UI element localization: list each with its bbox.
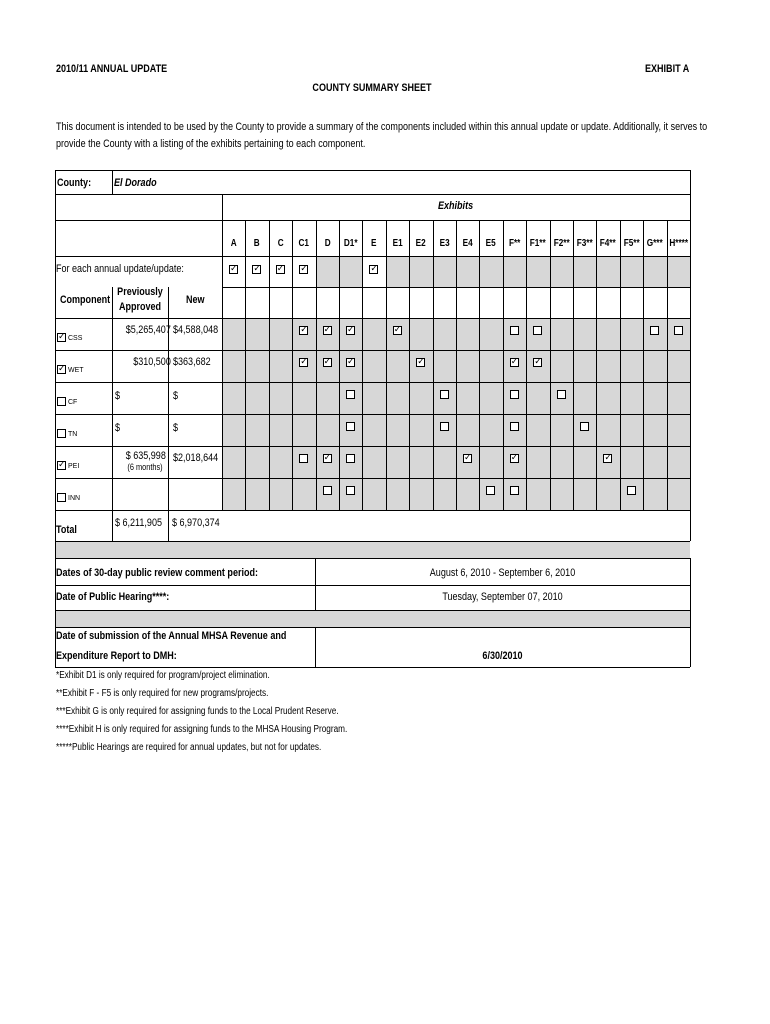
exhibits-heading: Exhibits bbox=[438, 200, 474, 212]
exhibit-column-rule bbox=[643, 220, 644, 510]
exhibit-column-rule bbox=[386, 220, 387, 510]
table-rule bbox=[222, 256, 223, 510]
exhibit-column-header: C bbox=[277, 238, 284, 249]
exhibit-checkbox[interactable] bbox=[323, 486, 332, 495]
component-name: PEI bbox=[68, 463, 80, 470]
exhibit-column-header: F** bbox=[508, 238, 521, 249]
exhibit-column-rule bbox=[667, 220, 668, 510]
exhibit-checkbox[interactable] bbox=[510, 358, 519, 367]
exhibit-column-header: D bbox=[324, 238, 331, 249]
exhibit-column-rule bbox=[596, 220, 597, 510]
annual-row-fill bbox=[386, 257, 690, 287]
intro-line-2: provide the County with a listing of the exhibits pertaining to each component. bbox=[56, 138, 366, 150]
exhibit-column-header: E1 bbox=[392, 238, 403, 249]
table-rule bbox=[112, 287, 113, 541]
footnote-line: *****Public Hearings are required for annual updates, but not for updates. bbox=[56, 742, 322, 753]
component-name: CF bbox=[68, 399, 78, 406]
separator-band bbox=[55, 541, 690, 558]
new-amount: $2,018,644 bbox=[173, 452, 219, 464]
component-checkbox[interactable] bbox=[57, 365, 66, 374]
total-new: $ 6,970,374 bbox=[172, 517, 220, 529]
exhibit-column-header: E3 bbox=[439, 238, 450, 249]
exhibit-checkbox[interactable] bbox=[510, 390, 519, 399]
table-rule bbox=[112, 170, 113, 194]
exhibit-column-rule bbox=[269, 220, 270, 510]
annual-row-label: For each annual update/update: bbox=[56, 263, 184, 275]
previously-approved-amount: $310,500 bbox=[133, 356, 171, 368]
exhibit-checkbox[interactable] bbox=[323, 326, 332, 335]
annual-exhibit-checkbox[interactable] bbox=[229, 265, 238, 274]
previously-approved-amount: $ bbox=[115, 422, 121, 434]
exhibit-column-header: H**** bbox=[668, 238, 688, 249]
table-rule bbox=[55, 318, 690, 319]
exhibit-column-header: F3** bbox=[576, 238, 593, 249]
previously-approved-amount: $ 635,998 bbox=[125, 450, 166, 462]
table-rule bbox=[55, 510, 690, 511]
exhibit-column-rule bbox=[316, 220, 317, 510]
table-rule bbox=[315, 558, 316, 610]
separator-band bbox=[55, 610, 690, 627]
exhibit-column-header: E2 bbox=[415, 238, 426, 249]
exhibit-column-header: F1** bbox=[529, 238, 546, 249]
table-rule bbox=[55, 478, 690, 479]
previously-approved-note: (6 months) bbox=[127, 462, 163, 472]
exhibit-checkbox[interactable] bbox=[510, 486, 519, 495]
component-name: WET bbox=[68, 367, 84, 374]
exhibit-column-rule bbox=[503, 220, 504, 510]
exhibit-checkbox[interactable] bbox=[299, 358, 308, 367]
footnote-line: ***Exhibit G is only required for assigning funds to the Local Prudent Reserve. bbox=[56, 706, 339, 717]
county-label: County: bbox=[57, 177, 92, 189]
total-previously-approved: $ 6,211,905 bbox=[115, 517, 162, 529]
exhibit-checkbox[interactable] bbox=[299, 454, 308, 463]
exhibit-checkbox[interactable] bbox=[346, 358, 355, 367]
new-amount: $363,682 bbox=[173, 356, 211, 368]
table-rule bbox=[55, 220, 690, 221]
table-rule bbox=[55, 446, 690, 447]
exhibit-column-header: G*** bbox=[646, 238, 663, 249]
exhibit-checkbox[interactable] bbox=[323, 454, 332, 463]
exhibit-column-header: E4 bbox=[462, 238, 473, 249]
component-checkbox[interactable] bbox=[57, 333, 66, 342]
exhibit-column-rule bbox=[245, 220, 246, 510]
public-hearing-value: Tuesday, September 07, 2010 bbox=[442, 591, 563, 603]
update-title: 2010/11 ANNUAL UPDATE bbox=[56, 63, 168, 75]
exhibit-checkbox[interactable] bbox=[580, 422, 589, 431]
exhibit-checkbox[interactable] bbox=[603, 454, 612, 463]
annual-exhibit-checkbox[interactable] bbox=[369, 265, 378, 274]
exhibit-checkbox[interactable] bbox=[650, 326, 659, 335]
component-checkbox[interactable] bbox=[57, 461, 66, 470]
exhibit-checkbox[interactable] bbox=[346, 326, 355, 335]
exhibit-checkbox[interactable] bbox=[440, 390, 449, 399]
annual-exhibit-checkbox[interactable] bbox=[276, 265, 285, 274]
review-period-value: August 6, 2010 - September 6, 2010 bbox=[429, 567, 576, 579]
exhibit-checkbox[interactable] bbox=[416, 358, 425, 367]
exhibit-label: EXHIBIT A bbox=[645, 63, 690, 75]
submission-label-line-2: Expenditure Report to DMH: bbox=[56, 650, 177, 662]
annual-exhibit-checkbox[interactable] bbox=[252, 265, 261, 274]
exhibit-column-rule bbox=[690, 220, 691, 510]
exhibit-column-header: D1* bbox=[343, 238, 358, 249]
exhibit-checkbox[interactable] bbox=[346, 422, 355, 431]
footnote-line: **Exhibit F - F5 is only required for new programs/projects. bbox=[56, 688, 269, 699]
public-hearing-label: Date of Public Hearing****: bbox=[56, 591, 170, 603]
exhibit-column-header: F4** bbox=[600, 238, 617, 249]
submission-date-value: 6/30/2010 bbox=[482, 650, 523, 662]
table-rule bbox=[55, 667, 690, 668]
exhibit-column-rule bbox=[433, 220, 434, 510]
previously-approved-amount: $ bbox=[115, 390, 121, 402]
exhibit-column-rule bbox=[526, 220, 527, 510]
component-header: Component bbox=[60, 294, 111, 306]
review-period-label: Dates of 30-day public review comment period: bbox=[56, 567, 259, 579]
exhibit-column-rule bbox=[620, 220, 621, 510]
exhibit-column-rule bbox=[362, 220, 363, 510]
page-title: COUNTY SUMMARY SHEET bbox=[312, 82, 432, 94]
exhibit-checkbox[interactable] bbox=[510, 422, 519, 431]
table-rule bbox=[55, 194, 690, 195]
table-rule bbox=[55, 414, 690, 415]
exhibit-column-header: F2** bbox=[553, 238, 570, 249]
component-name: CSS bbox=[68, 335, 83, 342]
table-rule bbox=[222, 194, 223, 256]
table-rule bbox=[55, 350, 690, 351]
exhibit-column-header: E bbox=[371, 238, 377, 249]
exhibit-column-header: A bbox=[230, 238, 237, 249]
table-rule bbox=[55, 170, 690, 171]
exhibit-checkbox[interactable] bbox=[627, 486, 636, 495]
exhibit-checkbox[interactable] bbox=[533, 358, 542, 367]
new-header: New bbox=[186, 294, 205, 306]
exhibit-checkbox[interactable] bbox=[346, 486, 355, 495]
table-rule bbox=[690, 558, 691, 667]
exhibit-checkbox[interactable] bbox=[557, 390, 566, 399]
table-rule bbox=[55, 558, 690, 559]
exhibit-checkbox[interactable] bbox=[463, 454, 472, 463]
previously-approved-header: Previously Approved bbox=[117, 286, 163, 313]
table-rule bbox=[55, 382, 690, 383]
exhibit-checkbox[interactable] bbox=[510, 454, 519, 463]
exhibit-column-rule bbox=[573, 220, 574, 510]
new-amount: $ bbox=[173, 422, 179, 434]
total-label: Total bbox=[56, 524, 77, 536]
table-rule bbox=[315, 627, 316, 667]
exhibit-checkbox[interactable] bbox=[299, 326, 308, 335]
component-name: INN bbox=[68, 495, 81, 502]
exhibit-column-rule bbox=[479, 220, 480, 510]
component-checkbox[interactable] bbox=[57, 429, 66, 438]
exhibit-checkbox[interactable] bbox=[393, 326, 402, 335]
component-checkbox[interactable] bbox=[57, 493, 66, 502]
table-rule bbox=[55, 627, 690, 628]
component-name: TN bbox=[68, 431, 78, 438]
previously-approved-amount: $5,265,407 bbox=[125, 324, 171, 336]
exhibit-checkbox[interactable] bbox=[346, 390, 355, 399]
table-rule bbox=[55, 585, 690, 586]
exhibit-column-header: E5 bbox=[486, 238, 497, 249]
exhibit-checkbox[interactable] bbox=[440, 422, 449, 431]
table-rule bbox=[55, 610, 690, 611]
footnote-line: ****Exhibit H is only required for assigning funds to the MHSA Housing Program. bbox=[56, 724, 348, 735]
annual-exhibit-checkbox[interactable] bbox=[299, 265, 308, 274]
intro-line-1: This document is intended to be used by the County to provide a summary of the components included within this annual update or update. Additionally, it serves to bbox=[56, 121, 708, 133]
table-rule bbox=[55, 256, 690, 257]
exhibit-column-rule bbox=[292, 220, 293, 510]
table-rule bbox=[55, 541, 690, 542]
exhibit-column-header: C1 bbox=[298, 238, 310, 249]
exhibit-checkbox[interactable] bbox=[674, 326, 683, 335]
submission-label-line-1: Date of submission of the Annual MHSA Revenue and bbox=[56, 630, 287, 642]
exhibit-column-rule bbox=[339, 220, 340, 510]
exhibit-column-rule bbox=[409, 220, 410, 510]
new-amount: $ bbox=[173, 390, 179, 402]
exhibit-column-rule bbox=[550, 220, 551, 510]
footnote-line: *Exhibit D1 is only required for program/project elimination. bbox=[56, 670, 270, 681]
county-value: El Dorado bbox=[114, 177, 157, 189]
exhibit-checkbox[interactable] bbox=[346, 454, 355, 463]
exhibit-column-header: B bbox=[254, 238, 261, 249]
exhibit-checkbox[interactable] bbox=[510, 326, 519, 335]
exhibit-checkbox[interactable] bbox=[533, 326, 542, 335]
component-checkbox[interactable] bbox=[57, 397, 66, 406]
new-amount: $4,588,048 bbox=[173, 324, 219, 336]
exhibit-checkbox[interactable] bbox=[323, 358, 332, 367]
exhibit-checkbox[interactable] bbox=[486, 486, 495, 495]
exhibit-column-header: F5** bbox=[623, 238, 640, 249]
exhibit-column-rule bbox=[456, 220, 457, 510]
